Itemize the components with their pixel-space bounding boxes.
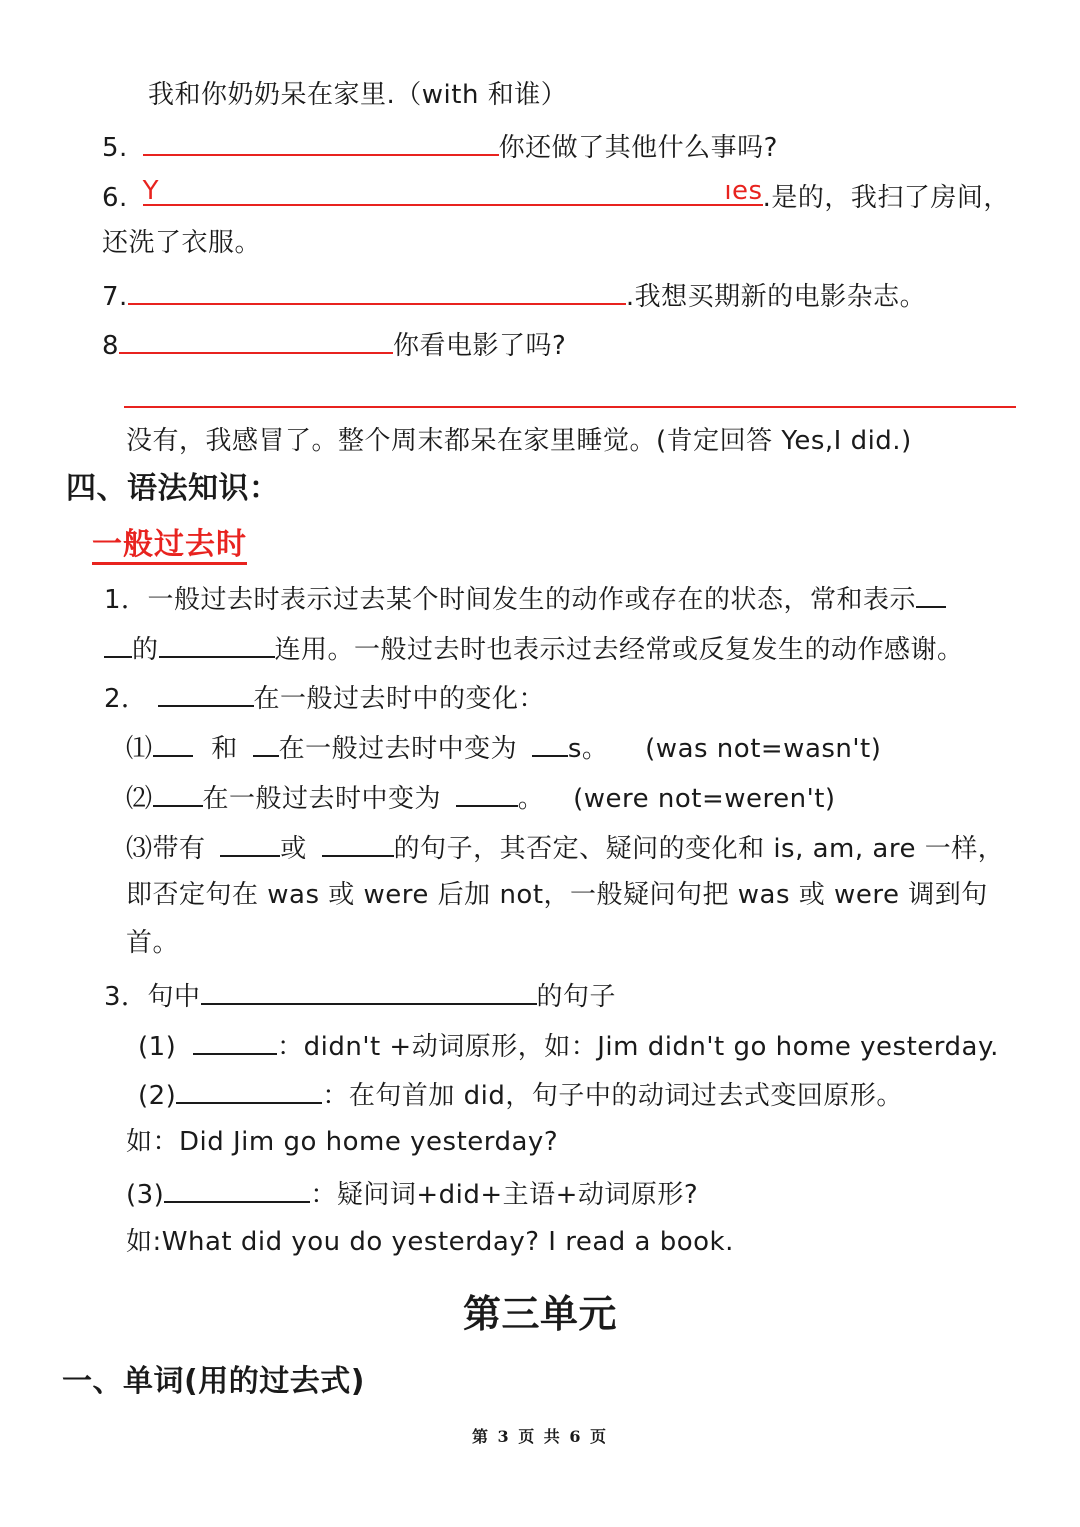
q8-number: 8	[102, 331, 120, 361]
para2-2-line	[126, 779, 836, 816]
para2-3-text-a: ⑶带有	[126, 834, 206, 864]
para1-text-b: 的	[132, 635, 159, 665]
unit3-title: 第三单元	[462, 1292, 617, 1336]
para3-text: 的句子	[536, 982, 617, 1012]
para3-2-label: (2)	[138, 1081, 177, 1111]
para2-3-line2: 即否定句在 was 或 were 后加 not，一般疑问句把 was 或 were 调到句	[126, 880, 988, 910]
para2-1-suffix: s。	[567, 734, 609, 764]
q8-answer-line[interactable]	[124, 406, 1016, 408]
para2-3-blank-a[interactable]	[220, 829, 280, 857]
unit3-section1-title: 一、单词(用的过去式)	[62, 1364, 365, 1399]
para2-3-line	[126, 829, 1004, 866]
q5-number: 5.	[102, 133, 128, 163]
q6-continuation: 还洗了衣服。	[102, 228, 262, 258]
q8-chinese: 你看电影了吗?	[393, 331, 567, 361]
q7-chinese: .我想买期新的电影杂志。	[625, 282, 927, 312]
para3-1-line	[138, 1027, 999, 1064]
q5-line	[102, 128, 778, 165]
q8-answer-blank[interactable]	[119, 326, 393, 354]
para2-1-label: ⑴	[126, 734, 153, 764]
q7-number: 7.	[102, 282, 128, 312]
q8-answer-chinese: 没有，我感冒了。整个周末都呆在家里睡觉。(肯定回答 Yes,I did.)	[126, 426, 912, 456]
page-footer: 第 3 页 共 6 页	[471, 1427, 609, 1446]
para3-3-label: (3)	[126, 1180, 165, 1210]
q4-chinese: 我和你奶奶呆在家里.（with 和谁）	[148, 80, 568, 110]
para2-number: 2．	[104, 684, 148, 714]
para2-2-blank-a[interactable]	[153, 779, 203, 807]
para2-1-blank-a[interactable]	[153, 729, 193, 757]
q5-chinese: 你还做了其他什么事吗?	[498, 133, 778, 163]
para2-1-text: 在一般过去时中变为	[278, 734, 518, 764]
para3-2-blank[interactable]	[176, 1076, 322, 1104]
para2-2-period: 。	[517, 784, 545, 814]
para3-line	[104, 977, 616, 1014]
para2-2-label: ⑵	[126, 784, 153, 814]
q8-line	[102, 326, 566, 363]
para2-1-line	[126, 729, 881, 766]
para3-3-text: ：疑问词+did+主语+动词原形?	[310, 1180, 699, 1210]
section4-title: 四、语法知识：	[66, 471, 280, 506]
para3-number: 3．句中	[104, 982, 201, 1012]
para3-1-blank[interactable]	[193, 1027, 277, 1055]
q5-answer-blank[interactable]	[143, 128, 499, 156]
q6-chinese: .是的，我扫了房间，	[762, 183, 1010, 213]
para1-blank-1a[interactable]	[916, 580, 946, 608]
q6-answer-start: Y	[142, 176, 159, 206]
para1-blank-1b[interactable]	[104, 630, 132, 658]
q6-answer-end: ıes	[724, 176, 763, 206]
para2-1-blank-c[interactable]	[532, 729, 568, 757]
para2-1-note: (was not=wasn't)	[645, 734, 882, 764]
section4-subtitle-wrap	[92, 526, 247, 565]
para2-1-blank-b[interactable]	[253, 729, 279, 757]
para3-3-blank[interactable]	[164, 1175, 310, 1203]
para3-2-line	[138, 1076, 903, 1113]
para2-2-blank-b[interactable]	[456, 779, 518, 807]
para1-text-c: 连用。一般过去时也表示过去经常或反复发生的动作感谢。	[274, 635, 964, 665]
q7-answer-blank[interactable]	[128, 277, 626, 305]
para3-3-line	[126, 1175, 698, 1212]
q6-answer-blank[interactable]	[143, 178, 763, 206]
para2-text: 在一般过去时中的变化：	[253, 684, 546, 714]
para3-2-example: 如：Did Jim go home yesterday?	[126, 1127, 559, 1157]
para2-line	[104, 679, 545, 716]
para1-line2	[104, 630, 964, 667]
q7-line	[102, 277, 926, 314]
section4-subtitle: 一般过去时	[92, 527, 247, 565]
para1-blank-2[interactable]	[159, 630, 275, 658]
para2-1-and: 和	[211, 734, 238, 764]
para3-2-text: ：在句首加 did，句子中的动词过去式变回原形。	[322, 1081, 903, 1111]
para2-3-blank-b[interactable]	[322, 829, 394, 857]
para2-2-text: 在一般过去时中变为	[202, 784, 442, 814]
para2-blank[interactable]	[158, 679, 254, 707]
para3-1-text: ：didn't +动词原形，如：Jim didn't go home yesterday.	[277, 1032, 999, 1062]
q6-line	[102, 178, 1010, 215]
para2-2-note: (were not=weren't)	[573, 784, 836, 814]
para3-1-label: (1)	[138, 1032, 177, 1062]
para2-3-or: 或	[280, 834, 307, 864]
para2-3-text-c: 的句子，其否定、疑问的变化和 is, am, are 一样，	[393, 834, 1005, 864]
para3-blank[interactable]	[201, 977, 537, 1005]
para1-text-a: 1．一般过去时表示过去某个时间发生的动作或存在的状态，常和表示	[104, 585, 917, 615]
para1-line1	[104, 580, 946, 617]
q6-number: 6.	[102, 183, 128, 213]
para2-3-line3: 首。	[126, 928, 180, 958]
para3-3-example: 如:What did you do yesterday? I read a book.	[126, 1227, 734, 1257]
